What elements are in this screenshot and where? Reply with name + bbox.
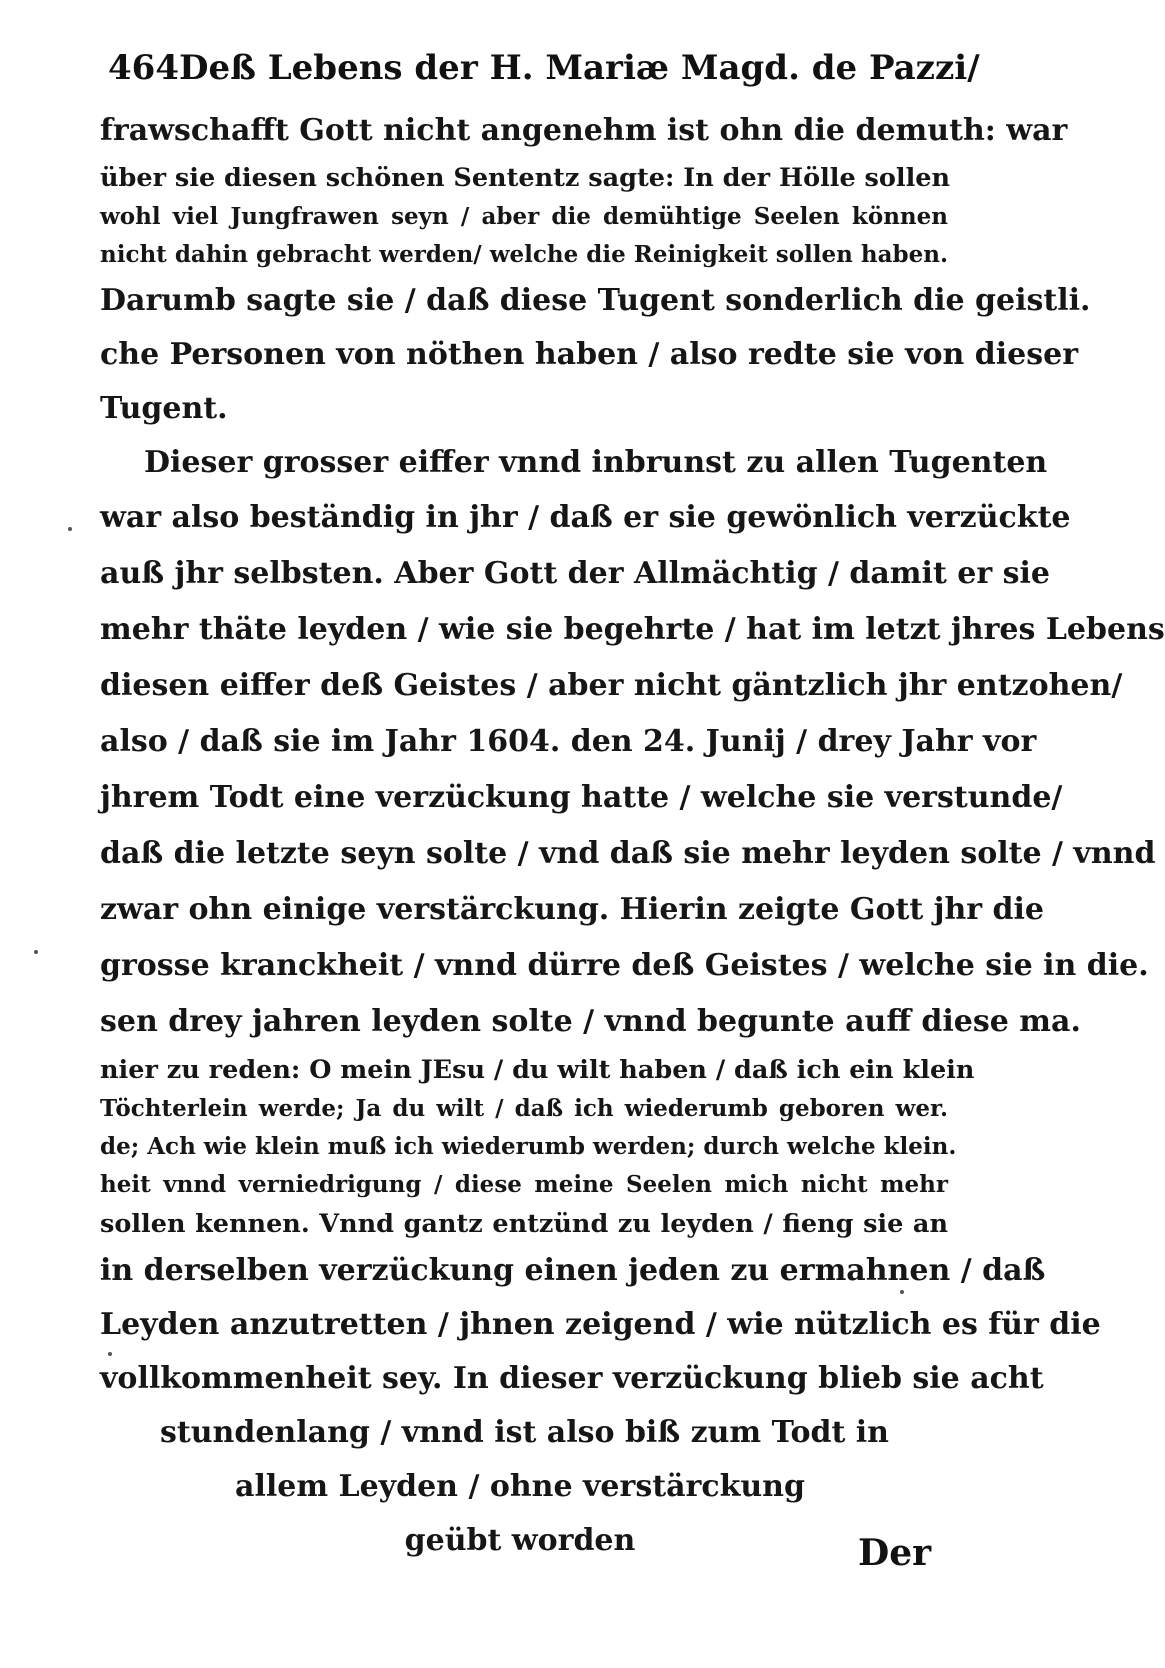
text-line: stundenlang / vnnd ist also biß zum Todt in xyxy=(160,1415,889,1450)
text-line: über sie diesen schönen Sententz sagte: In der Hölle sollen xyxy=(100,163,951,193)
ink-speck xyxy=(108,1352,112,1356)
text-line: allem Leyden / ohne verstärckung xyxy=(235,1469,805,1504)
text-line: jhrem Todt eine verzückung hatte / welche sie verstunde/ xyxy=(100,780,1063,815)
text-line: Töchterlein werde; Ja du wilt / daß ich wiederumb geboren wer. xyxy=(100,1095,948,1122)
text-line: diesen eiffer deß Geistes / aber nicht gäntzlich jhr entzohen/ xyxy=(100,668,1123,703)
text-line: daß die letzte seyn solte / vnd daß sie mehr leyden solte / vnnd xyxy=(100,836,1156,871)
catchword: Der xyxy=(858,1532,932,1574)
running-head: Deß Lebens der H. Mariæ Magd. de Pazzi/ xyxy=(178,48,980,88)
text-line: Darumb sagte sie / daß diese Tugent sonderlich die geistli. xyxy=(100,283,1091,318)
text-line: sollen kennen. Vnnd gantz entzünd zu leyden / fieng sie an xyxy=(100,1209,948,1239)
body-text xyxy=(100,104,1165,1568)
text-line: de; Ach wie klein muß ich wiederumb werden; durch welche klein. xyxy=(100,1133,957,1160)
text-line: zwar ohn einige verstärckung. Hierin zeigte Gott jhr die xyxy=(100,892,1045,927)
text-line: in derselben verzückung einen jeden zu ermahnen / daß xyxy=(100,1253,1046,1288)
page-number: 464 xyxy=(108,48,179,88)
text-line: Tugent. xyxy=(100,391,228,426)
text-line: also / daß sie im Jahr 1604. den 24. Junij / drey Jahr vor xyxy=(100,724,1037,759)
text-line: heit vnnd verniedrigung / diese meine Seelen mich nicht mehr xyxy=(100,1171,948,1198)
ink-speck xyxy=(900,1290,904,1294)
text-line: nier zu reden: O mein JEsu / du wilt haben / daß ich ein klein xyxy=(100,1055,975,1085)
text-line: frawschafft Gott nicht angenehm ist ohn die demuth: war xyxy=(100,113,1068,148)
text-line: che Personen von nöthen haben / also redte sie von dieser xyxy=(100,337,1079,372)
text-line: wohl viel Jungfrawen seyn / aber die demühtige Seelen können xyxy=(100,203,948,230)
text-line: Leyden anzutretten / jhnen zeigend / wie nützlich es für die xyxy=(100,1307,1101,1342)
text-line: sen drey jahren leyden solte / vnnd begunte auff diese ma. xyxy=(100,1004,1081,1039)
paragraph-first-line: Dieser grosser eiffer vnnd inbrunst zu allen Tugenten xyxy=(144,445,1048,480)
text-line: vollkommenheit sey. In dieser verzückung blieb sie acht xyxy=(100,1361,1044,1396)
text-line: war also beständig in jhr / daß er sie gewönlich verzückte xyxy=(100,500,1071,535)
page-header xyxy=(108,48,980,98)
text-line: auß jhr selbsten. Aber Gott der Allmächtig / damit er sie xyxy=(100,556,1050,591)
ink-speck xyxy=(34,950,38,954)
text-line: geübt worden xyxy=(404,1523,636,1558)
text-line: mehr thäte leyden / wie sie begehrte / hat im letzt jhres Lebens xyxy=(100,612,1165,647)
text-line: nicht dahin gebracht werden/ welche die Reinigkeit sollen haben. xyxy=(100,241,948,268)
text-line: grosse kranckheit / vnnd dürre deß Geistes / welche sie in die. xyxy=(100,948,1149,983)
ink-speck xyxy=(68,527,72,531)
